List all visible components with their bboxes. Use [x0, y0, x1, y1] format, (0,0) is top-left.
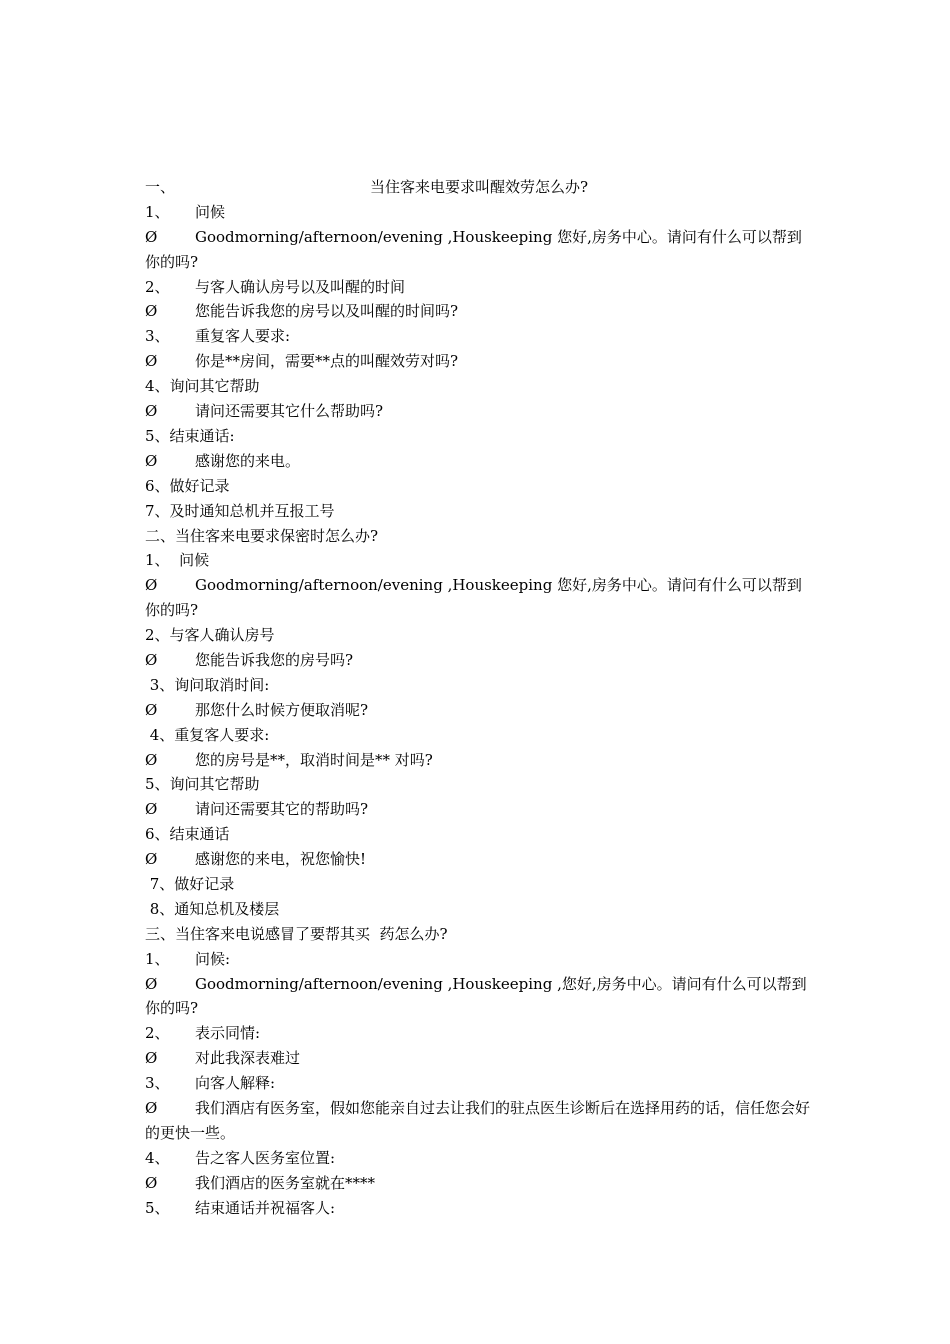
bullet-text: 你是**房间，需要**点的叫醒效劳对吗?: [195, 352, 459, 371]
item-number: 4、: [145, 1148, 170, 1167]
item-number: 1、: [145, 202, 170, 221]
bullet-text: 请问还需要其它什么帮助吗?: [195, 402, 384, 421]
list-item: 7、及时通知总机并互报工号: [145, 501, 335, 520]
bullet-text: 我们酒店有医务室，假如您能亲自过去让我们的驻点医生诊断后在选择用药的话，信任您会好的更快一些。: [145, 1099, 811, 1142]
bullet-marker: Ø: [145, 1099, 158, 1118]
bullet-item: [145, 299, 810, 324]
list-item: [145, 200, 810, 225]
bullet-text: 您的房号是**，取消时间是** 对吗?: [195, 750, 433, 769]
bullet-marker: Ø: [145, 1173, 158, 1192]
bullet-text: 感谢您的来电，祝您愉快!: [195, 850, 367, 869]
bullet-item: [145, 797, 810, 822]
bullet-text: Goodmorning/afternoon/evening ,Houskeeping ,您好,房务中心。请问有什么可以帮到你的吗?: [145, 974, 807, 1018]
bullet-marker: Ø: [145, 850, 158, 869]
list-item: 7、做好记录: [145, 875, 235, 893]
bullet-item: [145, 648, 810, 673]
bullet-item: [145, 847, 810, 872]
bullet-text: 您能告诉我您的房号吗?: [195, 650, 354, 669]
list-item: [145, 1071, 810, 1096]
item-number: 5、: [145, 1198, 170, 1217]
bullet-item: [145, 399, 810, 424]
list-item: 5、询问其它帮助: [145, 775, 260, 794]
bullet-marker: Ø: [145, 974, 158, 993]
section-1-heading: [145, 175, 810, 200]
bullet-text: 请问还需要其它的帮助吗?: [195, 800, 369, 819]
bullet-marker: Ø: [145, 650, 158, 669]
bullet-marker: Ø: [145, 302, 158, 321]
item-text: 向客人解释:: [195, 1074, 276, 1093]
list-item: 8、通知总机及楼层: [145, 899, 280, 918]
list-item: [145, 1146, 810, 1171]
bullet-item: [145, 449, 810, 474]
bullet-item: [145, 1171, 810, 1196]
bullet-text: 对此我深表难过: [195, 1049, 301, 1068]
bullet-text: 那您什么时候方便取消呢?: [195, 700, 369, 719]
bullet-text: 我们酒店的医务室就在****: [195, 1173, 376, 1192]
bullet-item: [145, 349, 810, 374]
document-body: [145, 175, 810, 1221]
item-text: 表示同情:: [195, 1024, 261, 1043]
bullet-marker: Ø: [145, 700, 158, 719]
section-1-marker: 一、: [145, 178, 176, 196]
item-number: 2、: [145, 1024, 170, 1043]
list-item: [145, 1196, 810, 1221]
bullet-marker: Ø: [145, 750, 158, 769]
section-3-heading: 三、当住客来电说感冒了要帮其买 药怎么办?: [145, 924, 448, 943]
bullet-text: 感谢您的来电。: [195, 451, 301, 470]
item-number: 3、: [145, 1074, 170, 1093]
bullet-marker: Ø: [145, 1049, 158, 1068]
list-item: [145, 275, 810, 300]
item-text: 结束通话并祝福客人:: [195, 1198, 336, 1217]
bullet-item: [145, 1046, 810, 1071]
bullet-marker: Ø: [145, 800, 158, 819]
bullet-item: [145, 698, 810, 723]
item-number: 1、: [145, 949, 170, 968]
item-number: 2、: [145, 277, 170, 296]
item-text: 重复客人要求:: [195, 327, 291, 346]
bullet-item: [145, 1096, 810, 1146]
bullet-marker: Ø: [145, 576, 158, 595]
list-item: [145, 1021, 810, 1046]
bullet-marker: Ø: [145, 227, 158, 246]
list-item: 5、结束通话:: [145, 426, 235, 445]
item-text: 告之客人医务室位置:: [195, 1148, 336, 1167]
bullet-text: Goodmorning/afternoon/evening ,Houskeeping 您好,房务中心。请问有什么可以帮到你的吗?: [145, 227, 802, 271]
bullet-marker: Ø: [145, 451, 158, 470]
list-item: 1、 问候: [145, 551, 210, 570]
item-text: 问候: [195, 202, 226, 221]
list-item: [145, 947, 810, 972]
bullet-item: [145, 225, 810, 275]
list-item: 4、询问其它帮助: [145, 377, 260, 396]
list-item: 4、重复客人要求:: [145, 725, 270, 744]
item-number: 3、: [145, 327, 170, 346]
bullet-marker: Ø: [145, 402, 158, 421]
bullet-text: Goodmorning/afternoon/evening ,Houskeeping 您好,房务中心。请问有什么可以帮到你的吗?: [145, 576, 802, 620]
bullet-text: 您能告诉我您的房号以及叫醒的时间吗?: [195, 302, 459, 321]
list-item: 2、与客人确认房号: [145, 626, 275, 645]
list-item: 6、结束通话: [145, 825, 230, 844]
bullet-marker: Ø: [145, 352, 158, 371]
item-text: 问候:: [195, 949, 231, 968]
list-item: 6、做好记录: [145, 476, 230, 495]
bullet-item: [145, 573, 810, 623]
section-2-heading: 二、当住客来电要求保密时怎么办?: [145, 526, 379, 545]
bullet-item: [145, 972, 810, 1022]
section-1-title: 当住客来电要求叫醒效劳怎么办?: [370, 178, 589, 196]
item-text: 与客人确认房号以及叫醒的时间: [195, 277, 406, 296]
bullet-item: [145, 748, 810, 773]
list-item: 3、询问取消时间:: [145, 675, 270, 694]
list-item: [145, 324, 810, 349]
